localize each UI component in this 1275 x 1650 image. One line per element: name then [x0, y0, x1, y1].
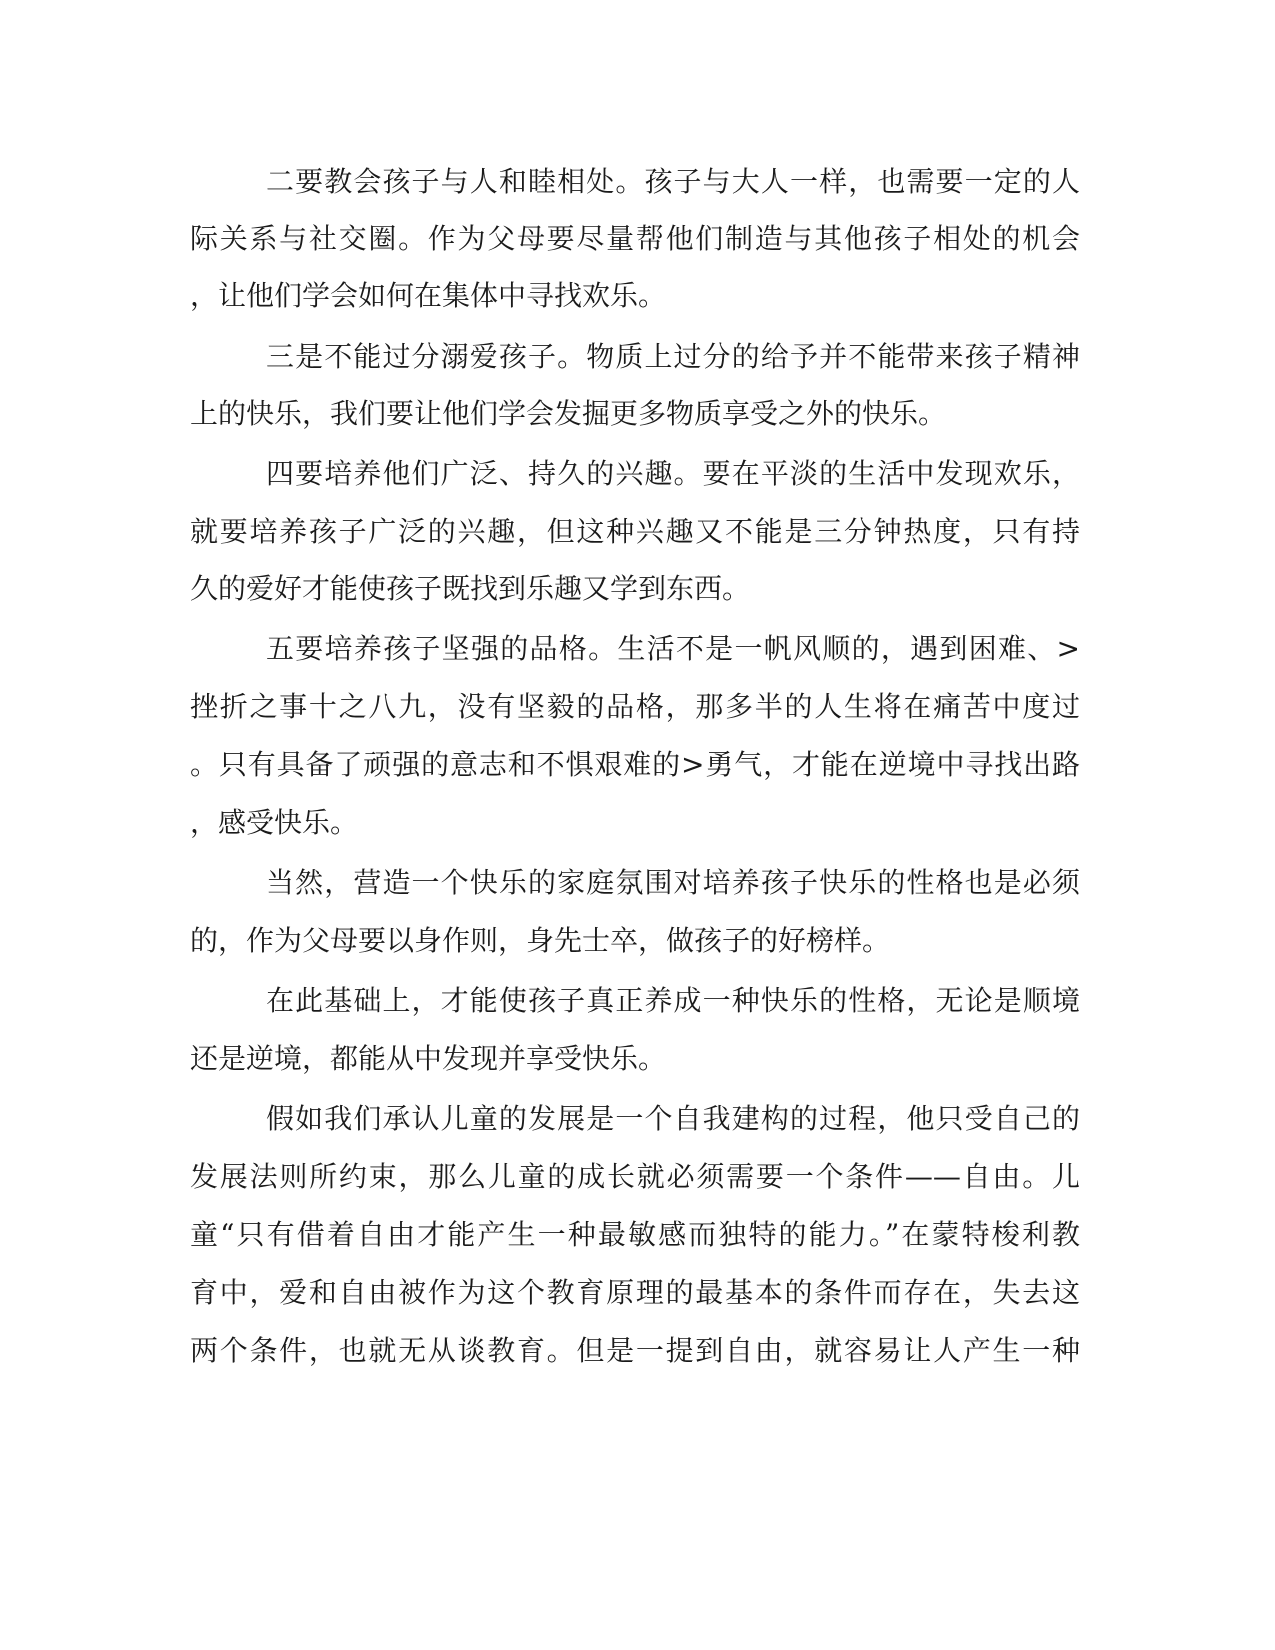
paragraph-line: 发展法则所约束，那么儿童的成长就必须需要一个条件——自由。儿: [190, 1160, 1080, 1193]
paragraph-line: 就要培养孩子广泛的兴趣，但这种兴趣又不能是三分钟热度，只有持: [190, 515, 1080, 548]
paragraph-line: 三是不能过分溺爱孩子。物质上过分的给予并不能带来孩子精神: [266, 340, 1080, 373]
paragraph-line: 还是逆境，都能从中发现并享受快乐。: [190, 1042, 667, 1075]
paragraph-line: 的，作为父母要以身作则，身先士卒，做孩子的好榜样。: [190, 924, 891, 957]
paragraph-line: ，让他们学会如何在集体中寻找欢乐。: [190, 279, 667, 312]
paragraph-line: 上的快乐，我们要让他们学会发掘更多物质享受之外的快乐。: [190, 397, 947, 430]
paragraph-line: 假如我们承认儿童的发展是一个自我建构的过程，他只受自己的: [266, 1102, 1080, 1135]
paragraph-line: 童“只有借着自由才能产生一种最敏感而独特的能力。”在蒙特梭利教: [190, 1218, 1080, 1251]
paragraph-line: 。只有具备了顽强的意志和不惧艰难的>勇气，才能在逆境中寻找出路: [190, 748, 1080, 781]
paragraph-line: 在此基础上，才能使孩子真正养成一种快乐的性格，无论是顺境: [266, 984, 1080, 1017]
paragraph-line: 五要培养孩子坚强的品格。生活不是一帆风顺的，遇到困难、>: [266, 632, 1080, 665]
paragraph-line: ，感受快乐。: [190, 806, 359, 839]
paragraph-line: 二要教会孩子与人和睦相处。孩子与大人一样，也需要一定的人: [266, 165, 1080, 198]
paragraph-line: 育中，爱和自由被作为这个教育原理的最基本的条件而存在，失去这: [190, 1276, 1080, 1309]
paragraph-line: 两个条件，也就无从谈教育。但是一提到自由，就容易让人产生一种: [190, 1334, 1080, 1367]
paragraph-line: 际关系与社交圈。作为父母要尽量帮他们制造与其他孩子相处的机会: [190, 222, 1080, 255]
paragraph-line: 当然，营造一个快乐的家庭氛围对培养孩子快乐的性格也是必须: [266, 866, 1080, 899]
paragraph-line: 久的爱好才能使孩子既找到乐趣又学到东西。: [190, 572, 751, 605]
paragraph-line: 挫折之事十之八九，没有坚毅的品格，那多半的人生将在痛苦中度过: [190, 690, 1080, 723]
paragraph-line: 四要培养他们广泛、持久的兴趣。要在平淡的生活中发现欢乐，: [266, 457, 1080, 490]
